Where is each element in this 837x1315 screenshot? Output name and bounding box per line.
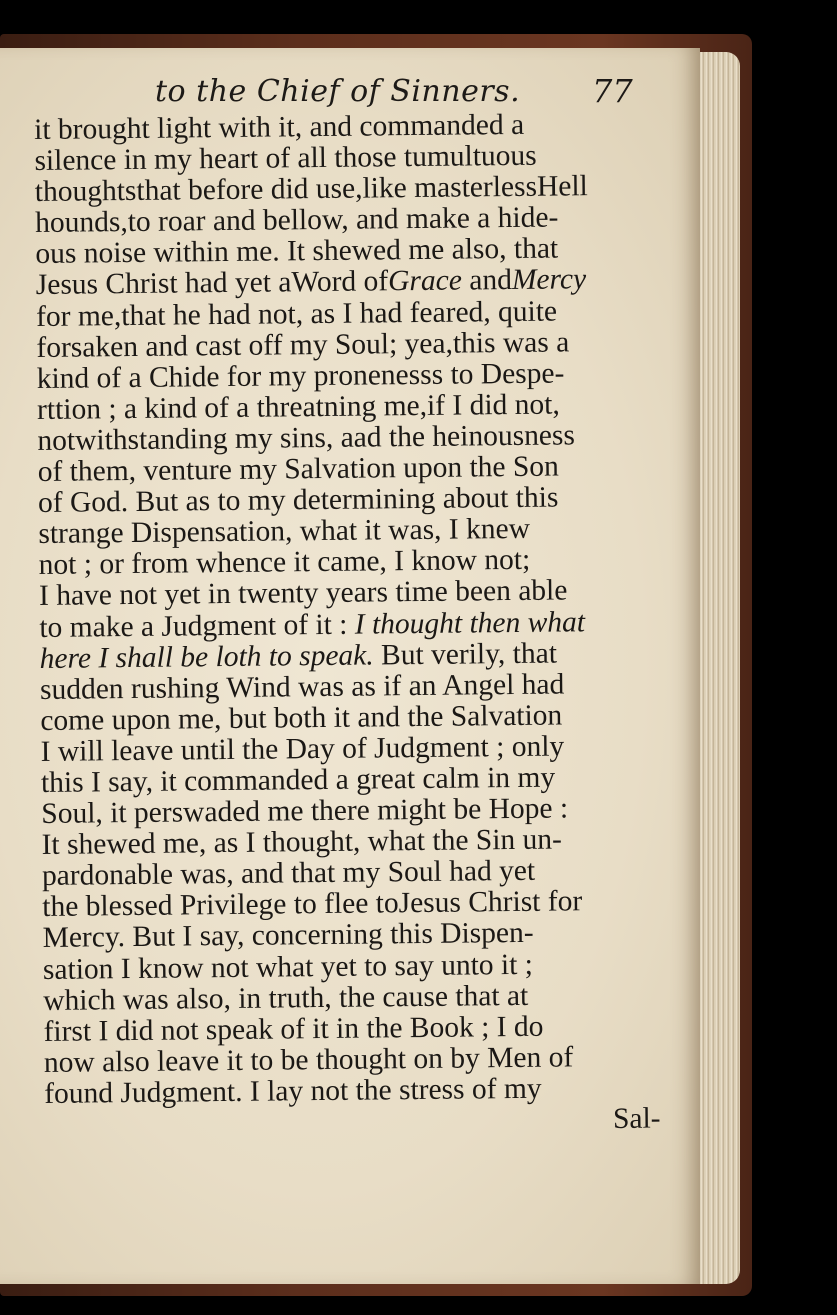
text-line: notwithstanding my sins, aad the heinousness <box>37 419 576 457</box>
text-line: thoughtsthat before did use,like masterlessHell <box>34 170 588 209</box>
body-text <box>34 108 675 1141</box>
text-line: found Judgment. I lay not the stress of my <box>44 1072 542 1110</box>
text-line: sation I know not what yet to say unto it ; <box>42 948 534 986</box>
text-line: hounds,to roar and bellow, and make a hide- <box>34 201 559 240</box>
text-line: which was also, in truth, the cause that at <box>43 979 529 1017</box>
running-head: to the Chief of Sinners. <box>155 74 521 109</box>
text-line: rttion ; a kind of a threatning me,if I did not, <box>36 388 560 426</box>
page-number: 77 <box>592 72 633 110</box>
text-line: not ; or from whence it came, I know not; <box>38 544 531 582</box>
text-line: kind of a Chide for my pronenesss to Despe- <box>36 357 565 395</box>
text-line: now also leave it to be thought on by Men of <box>43 1041 574 1079</box>
text-line: It shewed me, as I thought, what the Sin un- <box>41 823 563 862</box>
text-line: first I did not speak of it in the Book ; I do <box>43 1010 544 1048</box>
text-line: Jesus Christ had yet aWord ofGrace andMercy <box>35 263 587 302</box>
text-line: I will leave until the Day of Judgment ; only <box>40 730 565 768</box>
catchword: Sal- <box>612 1102 661 1135</box>
text-line: to make a Judgment of it : I thought then what <box>39 605 586 644</box>
text-line: of them, venture my Salvation upon the Son <box>37 450 559 489</box>
text-line: strange Dispensation, what it was, I knew <box>38 513 531 551</box>
text-line: come upon me, but both it and the Salvation <box>40 699 563 737</box>
italic-aside-cont: here I shall be loth to speak. <box>39 639 374 675</box>
text-line: sudden rushing Wind was as if an Angel had <box>39 668 565 706</box>
text-line: ous noise within me. It shewed me also, that <box>35 232 559 271</box>
text-line: I have not yet in twenty years time been able <box>38 574 568 613</box>
italic-grace: Grace <box>387 264 463 298</box>
text-line: it brought light with it, and commanded a <box>33 108 525 146</box>
text-line: here I shall be loth to speak. But verily, that <box>39 637 558 675</box>
text-line: Soul, it perswaded me there might be Hope : <box>41 792 569 831</box>
italic-mercy: Mercy <box>511 263 587 297</box>
text-line: silence in my heart of all those tumultuous <box>34 139 537 178</box>
catchword-line <box>44 1103 674 1141</box>
text-line: of God. But as to my determining about this <box>37 481 559 520</box>
text-line: pardonable was, and that my Soul had yet <box>41 855 536 893</box>
italic-aside: I thought then what <box>354 605 586 641</box>
text-line: Mercy. But I say, concerning this Dispen- <box>42 917 534 955</box>
text-line: the blessed Privilege to flee toJesus Christ for <box>42 885 583 924</box>
text-line: this I say, it commanded a great calm in my <box>40 761 556 799</box>
text-line: forsaken and cast off my Soul; yea,this was a <box>36 326 570 364</box>
text-line: for me,that he had not, as I had feared, quite <box>35 295 558 333</box>
